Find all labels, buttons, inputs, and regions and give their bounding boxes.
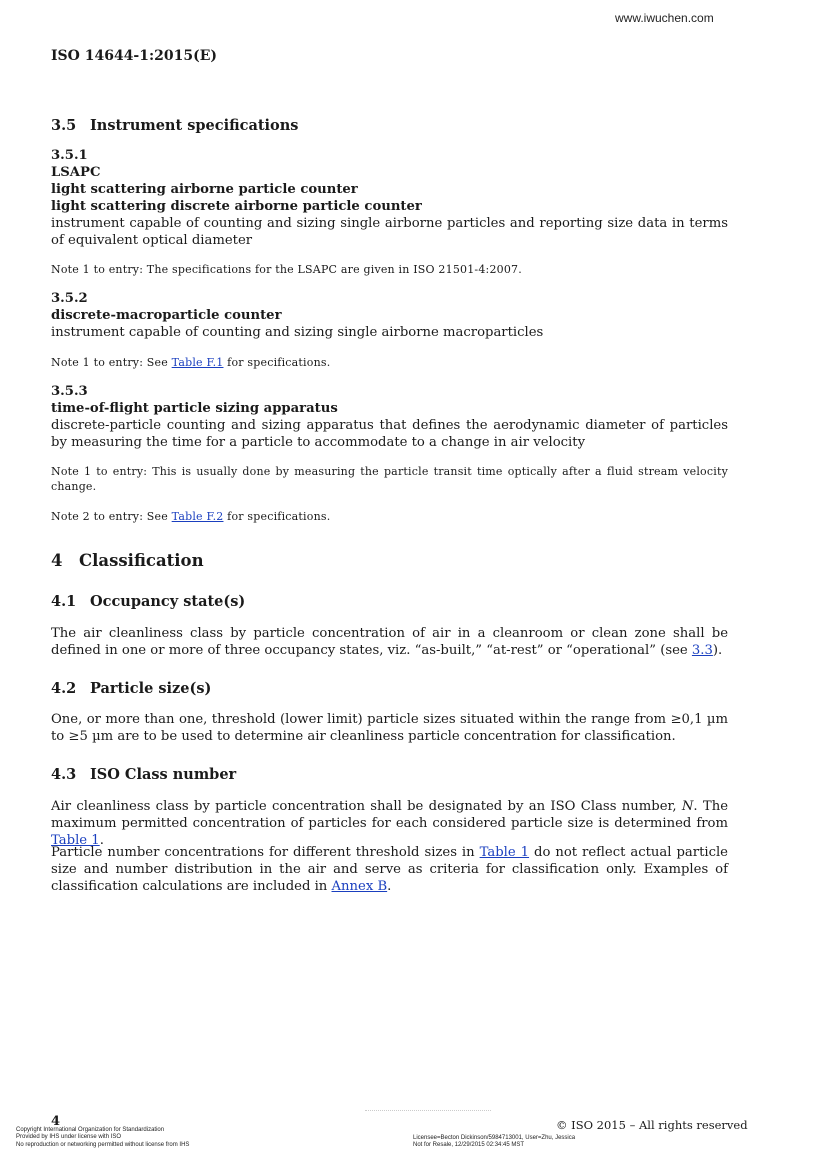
section-4-3-heading: [51, 766, 236, 783]
term-synonym: light scattering discrete airborne particle counter: [51, 199, 422, 214]
footer-divider: [365, 1110, 491, 1111]
term-3-5-3-note-1: Note 1 to entry: This is usually done by measuring the particle transit time optically after a fluid stream velocity change.: [51, 465, 728, 493]
section-4-3-paragraph-2: [51, 844, 728, 895]
note-text: for specifications.: [223, 510, 331, 523]
term-3-5-3: [51, 383, 728, 451]
section-number: 4.2: [51, 680, 77, 697]
term-name: time-of-flight particle sizing apparatus: [51, 401, 338, 416]
term-3-5-2: [51, 290, 728, 341]
footer-line: No reproduction or networking permitted without license from IHS: [16, 1141, 190, 1148]
term-3-5-1-note-1: Note 1 to entry: The specifications for the LSAPC are given in ISO 21501-4:2007.: [51, 263, 522, 276]
section-4-2-paragraph: One, or more than one, threshold (lower limit) particle sizes situated within the range from ≥0,1 µm to ≥5 µm are to be used to determine air cleanliness particle concentration for classification.: [51, 712, 728, 744]
section-title: Particle size(s): [90, 680, 212, 697]
term-definition: instrument capable of counting and sizing single airborne macroparticles: [51, 325, 544, 340]
document-id-header: ISO 14644-1:2015(E): [51, 48, 218, 64]
section-number: 4.3: [51, 766, 77, 783]
section-number: 3.5: [51, 117, 77, 134]
section-4-1-paragraph: [51, 625, 728, 659]
term-name: discrete-macroparticle counter: [51, 308, 282, 323]
note-text: Note 2 to entry: See: [51, 510, 172, 523]
term-definition: instrument capable of counting and sizing single airborne particles and reporting size data in terms of equivalent optical diameter: [51, 216, 728, 248]
paragraph-text: Particle number concentrations for different threshold sizes in: [51, 845, 480, 860]
note-text: for specifications.: [223, 356, 331, 369]
paragraph-text: Air cleanliness class by particle concentration shall be designated by an ISO Class number,: [51, 799, 682, 814]
annex-b-link[interactable]: Annex B: [331, 879, 388, 894]
section-4-2-heading: [51, 680, 211, 697]
footer-line: Licensee=Becton Dickinson/5984713001, User=Zhu, Jessica: [413, 1135, 576, 1141]
section-3-5-heading: [51, 117, 298, 134]
license-footer-left: [16, 1127, 189, 1149]
section-title: Occupancy state(s): [90, 593, 246, 610]
note-text: Note 1 to entry: See: [51, 356, 172, 369]
table-1-link[interactable]: Table 1: [479, 845, 530, 860]
license-footer-right: [413, 1135, 575, 1150]
paragraph-text: . The maximum permitted concentration of particles for each considered particle size is determined from: [51, 799, 728, 831]
section-title: Instrument specifications: [90, 117, 299, 134]
term-3-5-3-note-2: [51, 509, 728, 524]
section-4-1-heading: [51, 593, 245, 610]
term-abbreviation: LSAPC: [51, 165, 101, 180]
table-f1-link[interactable]: Table F.1: [171, 356, 224, 369]
term-definition: discrete-particle counting and sizing apparatus that defines the aerodynamic diameter of particles by measuring the time for a particle to accommodate to a change in air velocity: [51, 418, 728, 450]
term-number: 3.5.2: [51, 291, 88, 306]
term-number: 3.5.3: [51, 384, 88, 399]
term-3-5-1: [51, 147, 728, 249]
term-3-5-2-note-1: [51, 355, 728, 370]
footer-line: Copyright International Organization for Standardization: [16, 1127, 165, 1133]
section-title: ISO Class number: [90, 766, 237, 783]
paragraph-text: The air cleanliness class by particle concentration of air in a cleanroom or clean zone shall be defined in one or more of three occupancy states, viz. “as-built,” “at-rest” or “operational” (see: [51, 626, 728, 658]
copyright-notice: © ISO 2015 – All rights reserved: [556, 1118, 748, 1132]
paragraph-text: .: [99, 833, 104, 848]
section-4-3-paragraph-1: [51, 798, 728, 849]
paragraph-text: ).: [712, 643, 723, 658]
page-number: 4: [51, 1114, 61, 1129]
paragraph-text: .: [387, 879, 392, 894]
table-1-link[interactable]: Table 1: [51, 833, 100, 848]
section-number: 4.1: [51, 593, 77, 610]
footer-line: Provided by IHS under license with ISO: [16, 1134, 122, 1141]
term-number: 3.5.1: [51, 148, 88, 163]
term-name: light scattering airborne particle counter: [51, 182, 358, 197]
footer-line: Not for Resale, 12/29/2015 02:34:45 MST: [413, 1142, 525, 1149]
class-number-symbol: N: [681, 799, 694, 814]
clause-3-3-link[interactable]: 3.3: [691, 643, 713, 658]
section-4-heading: [51, 551, 204, 570]
section-title: Classification: [79, 551, 204, 570]
watermark-url: www.iwuchen.com: [615, 11, 714, 25]
table-f2-link[interactable]: Table F.2: [171, 510, 224, 523]
section-number: 4: [51, 551, 63, 570]
paragraph-text: do not reflect actual particle size and number distribution in the air and serve as criteria for classification only. Examples of classification calculations are included in: [51, 845, 728, 894]
